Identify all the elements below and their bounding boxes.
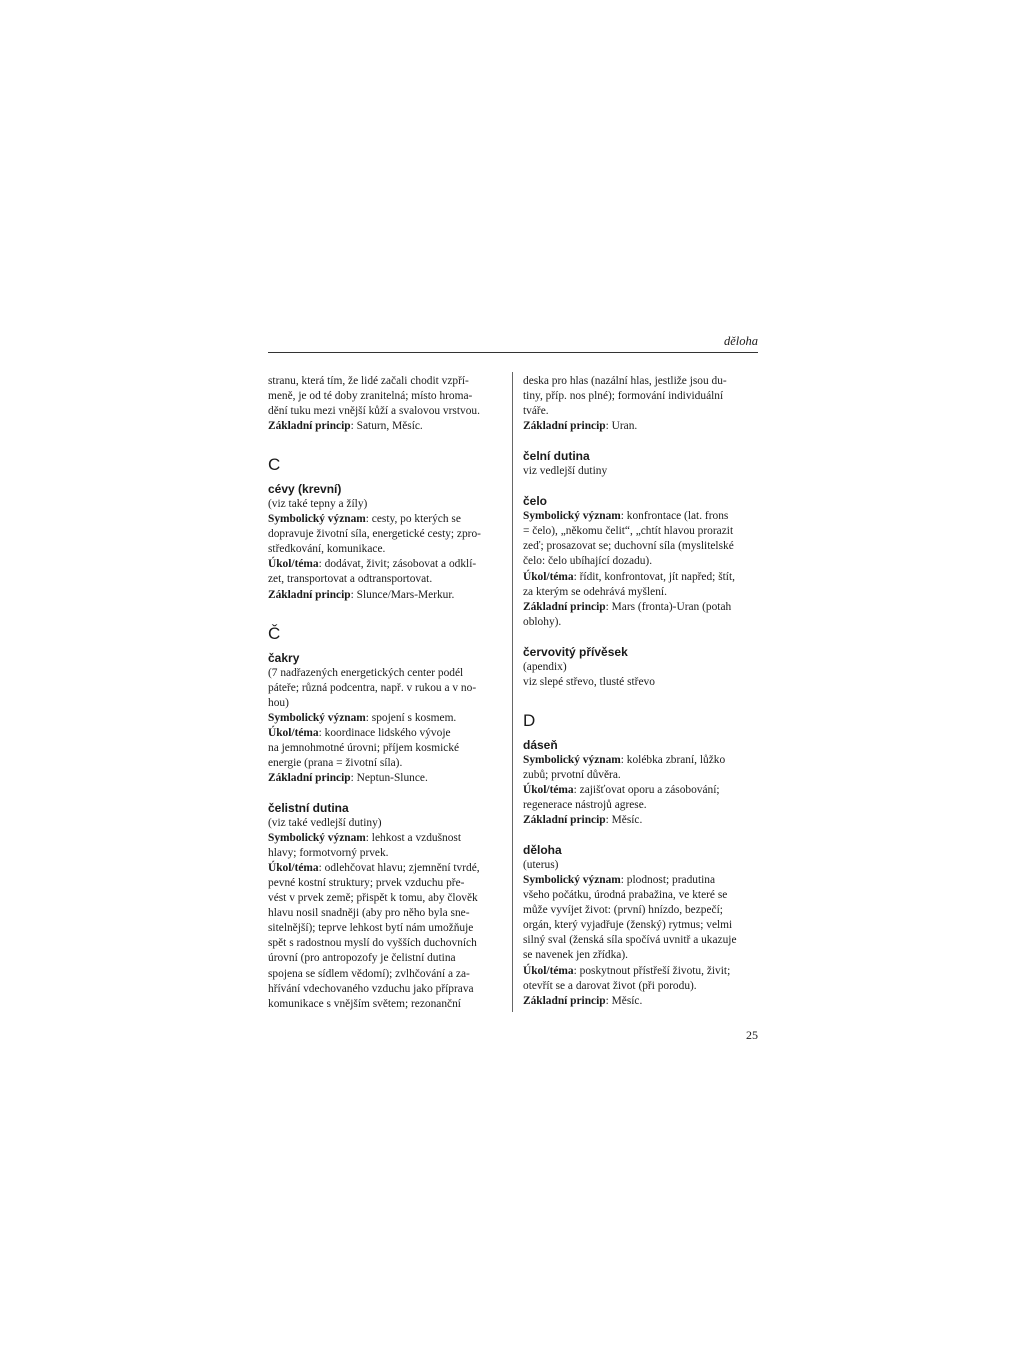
principle-line [268,419,500,434]
task-value: : zajišťovat oporu a zásobování; [573,783,720,796]
symbol-label: Symbolický význam [268,832,366,845]
text-line: otevřít se a darovat život (při porodu). [523,979,697,992]
task-line [268,557,500,572]
text-line: na jemnohmotné úrovni; příjem kosmické [268,741,460,754]
text-line: úrovní (pro antropozofy je čelistní dutina [268,952,456,965]
right-column [523,374,755,1009]
principle-line [268,588,500,603]
entry-cakry [268,651,500,786]
text-line: vést v prvek země; přispět k tomu, aby člověk [268,892,478,905]
text-line: za kterým se odehrává myšlení. [523,585,667,598]
entry-note: (uterus) [523,859,559,872]
text-line: hlavu nosil snadněji (aby pro něho byla sne- [268,907,470,920]
entry-see-also: viz slepé střevo, tlusté střevo [523,675,655,688]
running-head: děloha [723,334,758,348]
entry-note: viz vedlejší dutiny [523,465,608,478]
task-line [268,861,500,876]
text-line: dopravuje životní síla, energetické cesty; zpro- [268,528,481,541]
symbol-label: Symbolický význam [523,753,621,766]
task-line [523,783,755,798]
symbol-label: Symbolický význam [268,513,366,526]
symbol-label: Symbolický význam [523,874,621,887]
symbol-value: : kolébka zbraní, lůžko [620,753,726,766]
entry-continuation-left [268,374,500,434]
entry-deloha [523,843,755,1009]
section-letter-c: C [268,455,281,475]
text-line: energie (prana = životní síla). [268,756,403,769]
text-line: sitelnější); teprve lehkost bytí nám umožňuje [268,922,474,935]
text-line: dění tuku mezi vnější kůží a svalovou vrstvou. [268,405,480,418]
column-divider [512,372,513,1012]
text-line: oblohy). [523,615,562,628]
text-line: = čelo), „někomu čelit“, „chtít hlavou prorazit [523,525,734,538]
symbol-value: : spojení s kosmem. [365,711,457,724]
symbol-label: Symbolický význam [523,510,621,523]
principle-label: Základní princip [523,420,606,433]
text-line: zubů; prvotní důvěra. [523,768,621,781]
entry-note: (viz také tepny a žíly) [268,498,368,511]
task-line [523,570,755,585]
symbol-label: Symbolický význam [268,711,366,724]
principle-value: : Měsíc. [605,814,643,827]
task-value: : dodávat, živit; zásobovat a odklí- [318,558,477,571]
task-value: : poskytnout přístřeší životu, živit; [573,964,731,977]
entry-dasen [523,738,755,828]
entry-celistni-dutina [268,801,500,1012]
entry-term: cévy (krevní) [268,482,342,497]
entry-cervovity-privesek [523,645,755,690]
text-line: hlavy; formotvorný prvek. [268,847,389,860]
text-line: komunikace s vnějším světem; rezonanční [268,997,461,1010]
entry-note: (apendix) [523,660,567,673]
principle-line [523,994,755,1009]
entry-celo [523,494,755,629]
text-line: meně, je od té doby zranitelná; místo hroma- [268,390,473,403]
task-label: Úkol/téma [268,726,319,739]
principle-label: Základní princip [523,994,606,1007]
entry-note: páteře; různá podcentra, např. v rukou a v no- [268,681,477,694]
text-line: deska pro hlas (nazální hlas, jestliže jsou du- [523,375,727,387]
left-column [268,374,500,1012]
task-label: Úkol/téma [268,862,319,875]
principle-label: Základní princip [268,588,351,601]
principle-line [523,600,755,615]
principle-label: Základní princip [523,600,606,613]
task-value: : řídit, konfrontovat, jít napřed; štít, [573,570,735,583]
entry-term: čelo [523,494,548,509]
symbol-line [268,711,500,726]
task-line [523,964,755,979]
text-line: pevné kostní struktury; prvek vzduchu pře- [268,877,465,890]
symbol-value: : lehkost a vzdušnost [365,832,462,845]
page-number: 25 [746,1028,758,1042]
entry-cevy [268,482,500,602]
text-line: orgán, který vyjadřuje (ženský) rytmus; velmi [523,919,733,932]
text-line: všeho počátku, úrodná prabažina, ve které se [523,889,728,902]
symbol-line [268,831,500,846]
entry-term: čakry [268,650,300,665]
text-line: zeď; prosazovat se; duchovní síla (myslitelské [523,540,734,553]
entry-term: dáseň [523,737,558,752]
entry-note: hou) [268,696,289,709]
task-label: Úkol/téma [268,558,319,571]
text-line: tváře. [523,405,549,418]
task-label: Úkol/téma [523,570,574,583]
text-line: hřívání vdechovaného vzduchu jako příprava [268,982,474,995]
entry-celni-dutina [523,449,755,479]
text-line: spojena se sídlem vědomí); zvlhčování a za- [268,967,470,980]
task-label: Úkol/téma [523,783,574,796]
principle-line [268,771,500,786]
principle-label: Základní princip [268,420,351,433]
principle-value: : Uran. [605,420,638,433]
principle-value: : Mars (fronta)-Uran (potah [605,600,732,613]
text-line: čelo: čelo ubíhající dozadu). [523,555,653,568]
principle-line [523,813,755,828]
principle-label: Základní princip [268,771,351,784]
principle-value: : Měsíc. [605,994,643,1007]
entry-note: (viz také vedlejší dutiny) [268,817,382,830]
text-line: spět s radostnou myslí do vyšších duchovních [268,937,477,950]
text-line: regenerace nástrojů agrese. [523,799,647,812]
symbol-value: : konfrontace (lat. frons [620,510,729,523]
text-line: zet, transportovat a odtransportovat. [268,573,433,586]
entry-note: (7 nadřazených energetických center podél [268,666,464,679]
principle-value: : Saturn, Měsíc. [350,420,423,433]
text-line: silný sval (ženská síla spočívá uvnitř a ukazuje [523,934,737,947]
principle-value: : Neptun-Slunce. [350,771,428,784]
symbol-line [268,512,500,527]
principle-label: Základní princip [523,814,606,827]
entry-term: červovitý přívěsek [523,644,628,659]
text-line: středkování, komunikace. [268,543,386,556]
entry-continuation-right [523,374,755,434]
task-value: : koordinace lidského vývoje [318,726,451,739]
principle-line [523,419,755,434]
section-letter-cz: Č [268,623,281,643]
task-line [268,726,500,741]
section-letter-d: D [523,710,536,730]
symbol-value: : plodnost; pradutina [620,874,716,887]
header-rule [268,352,758,353]
text-line: tiny, příp. nos plné); formování individuální [523,390,724,403]
principle-value: : Slunce/Mars-Merkur. [350,588,455,601]
text-line: může vyvíjet život: (první) hnízdo, bezpečí; [523,904,723,917]
symbol-line [523,873,755,888]
entry-term: děloha [523,843,562,858]
symbol-line [523,753,755,768]
entry-term: čelistní dutina [268,800,349,815]
symbol-value: : cesty, po kterých se [365,513,461,526]
text-line: se navenek jen zřídka). [523,949,628,962]
text-line: stranu, která tím, že lidé začali chodit vzpří- [268,375,469,387]
entry-term: čelní dutina [523,449,590,464]
task-label: Úkol/téma [523,964,574,977]
symbol-line [523,509,755,524]
task-value: : odlehčovat hlavu; zjemnění tvrdé, [318,862,480,875]
